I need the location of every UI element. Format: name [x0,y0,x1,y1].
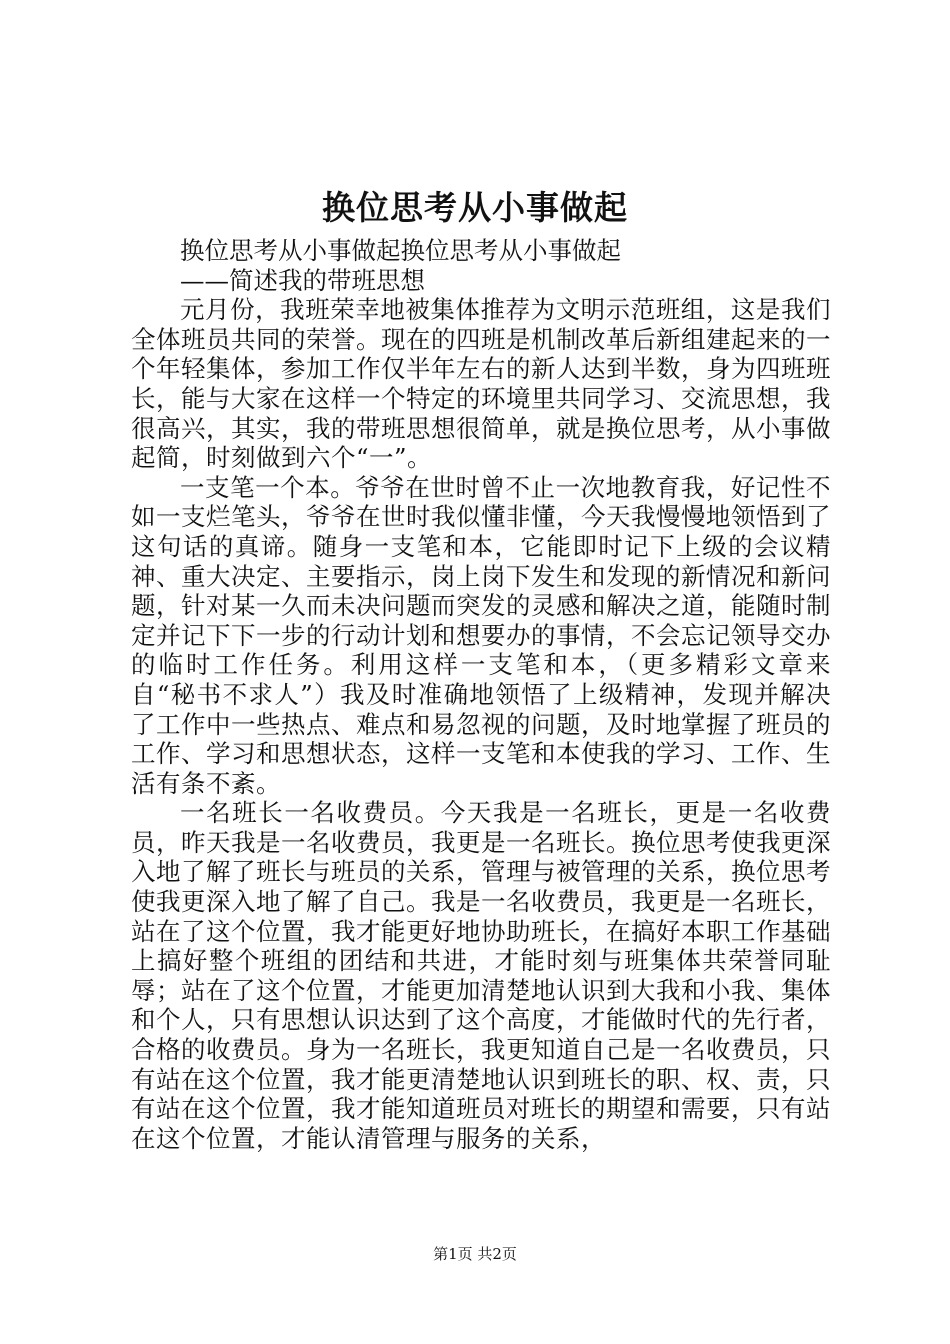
paragraph-3: 一名班长一名收费员。今天我是一名班长，更是一名收费员，昨天我是一名收费员，我更是一名班长。换位思考使我更深入地了解了班长与班员的关系，管理与被管理的关系，换位思考使我更深入地了解了自己。我是一名收费员，我更是一名班长，站在了这个位置，我才能更好地协助班长，在搞好本职工作基础上搞好整个班组的团结和共进，才能时刻与班集体共荣誉同耻辱；站在了这个位置，才能更加清楚地认识到大我和小我、集体和个人，只有思想认识达到了这个高度，才能做时代的先行者，合格的收费员。身为一名班长，我更知道自己是一名收费员，只有站在这个位置，我才能更清楚地认识到班长的职、权、责，只有站在这个位置，我才能知道班员对班长的期望和需要，只有站在这个位置，才能认清管理与服务的关系， [131,798,831,1153]
subtitle-line: 换位思考从小事做起换位思考从小事做起 [180,236,621,265]
paragraph-2: 一支笔一个本。爷爷在世时曾不止一次地教育我，好记性不如一支烂笔头，爷爷在世时我似懂非懂，今天我慢慢地领悟到了这句话的真谛。随身一支笔和本，它能即时记下上级的会议精神、重大决定、主要指示，岗上岗下发生和发现的新情况和新问题，针对某一久而未决问题而突发的灵感和解决之道，能随时制定并记下下一步的行动计划和想要办的事情，不会忘记领导交办的临时工作任务。利用这样一支笔和本，（更多精彩文章来自“秘书不求人”）我及时准确地领悟了上级精神，发现并解决了工作中一些热点、难点和易忽视的问题，及时地掌握了班员的工作、学习和思想状态，这样一支笔和本使我的学习、工作、生活有条不紊。 [131,472,831,798]
document-body [131,236,831,1153]
document-title: 换位思考从小事做起 [322,188,628,227]
page-footer: 第1页 共2页 [433,1245,517,1263]
byline: ——简述我的带班思想 [180,265,425,295]
paragraph-1: 元月份，我班荣幸地被集体推荐为文明示范班组，这是我们全体班员共同的荣誉。现在的四班是机制改革后新组建起来的一个年轻集体，参加工作仅半年左右的新人达到半数，身为四班班长，能与大家在这样一个特定的环境里共同学习、交流思想，我很高兴，其实，我的带班思想很简单，就是换位思考，从小事做起简，时刻做到六个“一”。 [131,295,831,473]
